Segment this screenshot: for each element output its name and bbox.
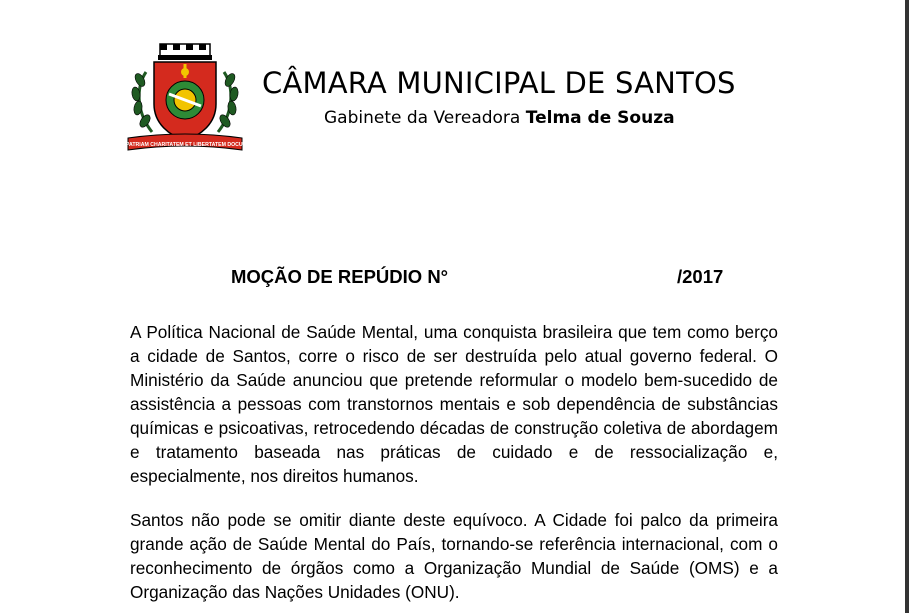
coat-of-arms-logo [126, 42, 244, 156]
office-subtitle [324, 108, 675, 128]
mural-crown-icon [158, 44, 212, 60]
councilor-name: Telma de Souza [525, 108, 675, 128]
paragraph-2: Santos não pode se omitir diante deste equívoco. A Cidade foi palco da primeira grande ação de Saúde Mental do País, tornando-se referência internacional, com o reconhecimento de órgãos como a Organização Mundial de Saúde (OMS) e a Organização das Nações Unidades (ONU). [130, 510, 778, 602]
page-edge [905, 0, 909, 613]
paragraph-1: A Política Nacional de Saúde Mental, uma conquista brasileira que tem como berço a cidade de Santos, corre o risco de ser destruída pelo atual governo federal. O Ministério da Saúde anunciou que pretende reformular o modelo bem-sucedido de assistência a pessoas com transtornos mentais e sob dependência de substâncias químicas e psicoativas, retrocedendo décadas de construção coletiva de abordagem e tratamento baseada nas práticas de cuidado e de ressocialização e, especialmente, nos direitos humanos. [130, 322, 778, 486]
crest-motto: PATRIAM CHARITATEM ET LIBERTATEM DOCUI [126, 142, 244, 148]
subtitle-prefix: Gabinete da Vereadora [324, 108, 526, 128]
institution-title: CÂMARA MUNICIPAL DE SANTOS [262, 66, 736, 100]
motto-ribbon [126, 134, 244, 150]
shield-icon [154, 62, 216, 140]
document-year: /2017 [677, 266, 724, 287]
document-title: MOÇÃO DE REPÚDIO N° [231, 266, 449, 287]
